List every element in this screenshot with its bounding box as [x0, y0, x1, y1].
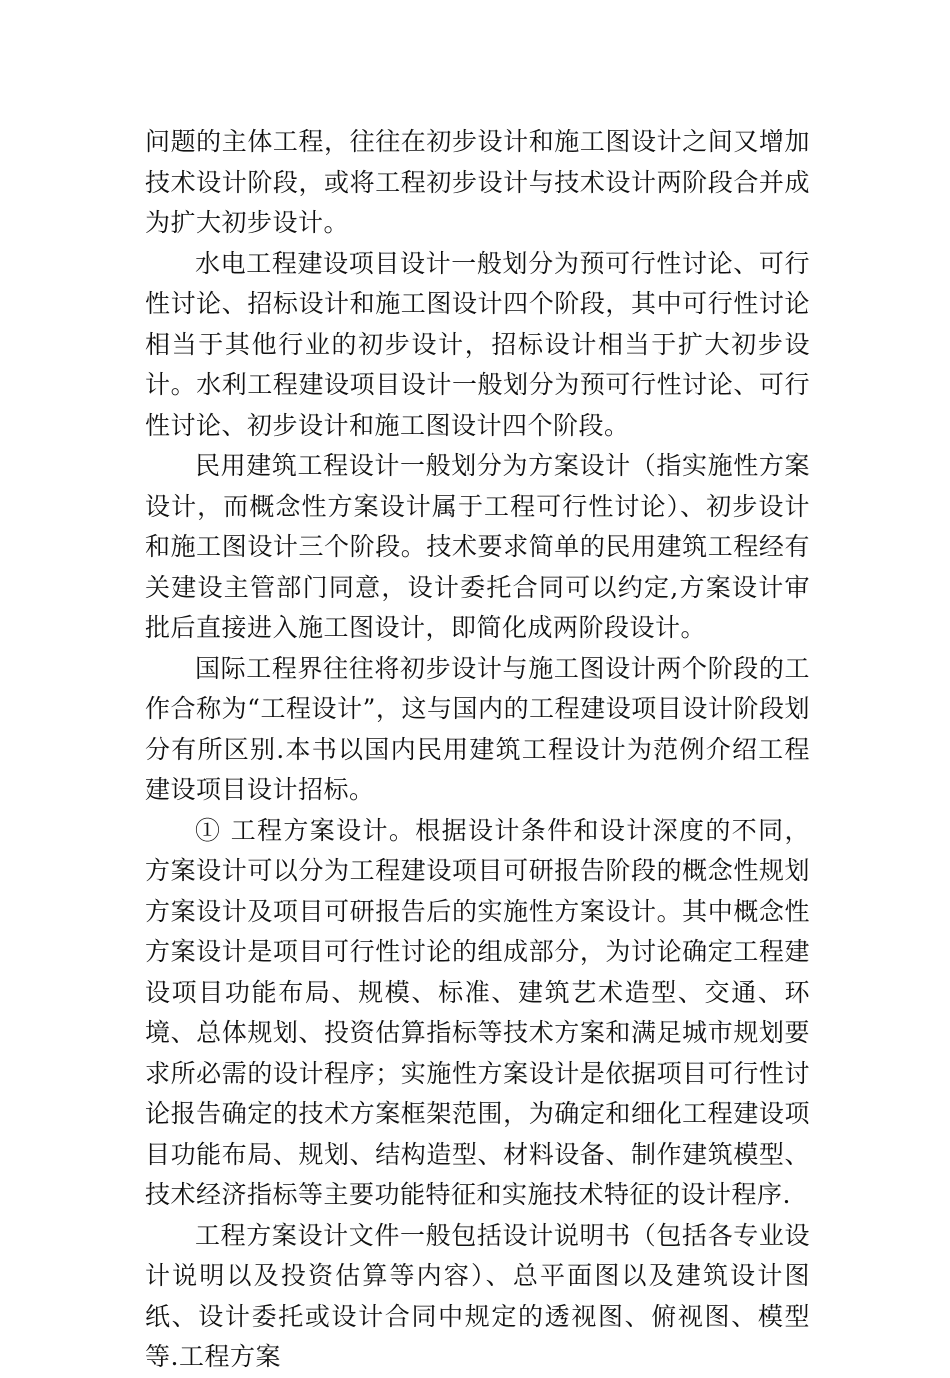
paragraph-international: 国际工程界往往将初步设计与施工图设计两个阶段的工作合称为“工程设计”，这与国内的工程建设项目设计阶段划分有所区别.本书以国内民用建筑工程设计为范例介绍工程建设项目设计招标。	[145, 653, 810, 804]
paragraph-continuation: 问题的主体工程，往往在初步设计和施工图设计之间又增加技术设计阶段，或将工程初步设计与技术设计两阶段合并成为扩大初步设计。	[145, 127, 810, 237]
body-text	[145, 122, 810, 1378]
paragraph-scheme-documents: 工程方案设计文件一般包括设计说明书（包括各专业设计说明以及投资估算等内容）、总平面图以及建筑设计图纸、设计委托或设计合同中规定的透视图、俯视图、模型等.工程方案	[145, 1220, 810, 1371]
paragraph-scheme-design: ① 工程方案设计。根据设计条件和设计深度的不同，方案设计可以分为工程建设项目可研报告阶段的概念性规划方案设计及项目可研报告后的实施性方案设计。其中概念性方案设计是项目可行性讨论的组成部分，为讨论确定工程建设项目功能布局、规模、标准、建筑艺术造型、交通、环境、总体规划、投资估算指标等技术方案和满足城市规划要求所必需的设计程序；实施性方案设计是依据项目可行性讨论报告确定的技术方案框架范围，为确定和细化工程建设项目功能布局、规划、结构造型、材料设备、制作建筑模型、技术经济指标等主要功能特征和实施技术特征的设计程序.	[145, 815, 810, 1209]
paragraph-civil-building: 民用建筑工程设计一般划分为方案设计（指实施性方案设计，而概念性方案设计属于工程可行性讨论）、初步设计和施工图设计三个阶段。技术要求简单的民用建筑工程经有关建设主管部门同意，设计委托合同可以约定,方案设计审批后直接进入施工图设计，即简化成两阶段设计。	[145, 451, 810, 642]
paragraph-hydropower: 水电工程建设项目设计一般划分为预可行性讨论、可行性讨论、招标设计和施工图设计四个阶段，其中可行性讨论相当于其他行业的初步设计，招标设计相当于扩大初步设计。水利工程建设项目设计一般划分为预可行性讨论、可行性讨论、初步设计和施工图设计四个阶段。	[145, 248, 810, 440]
